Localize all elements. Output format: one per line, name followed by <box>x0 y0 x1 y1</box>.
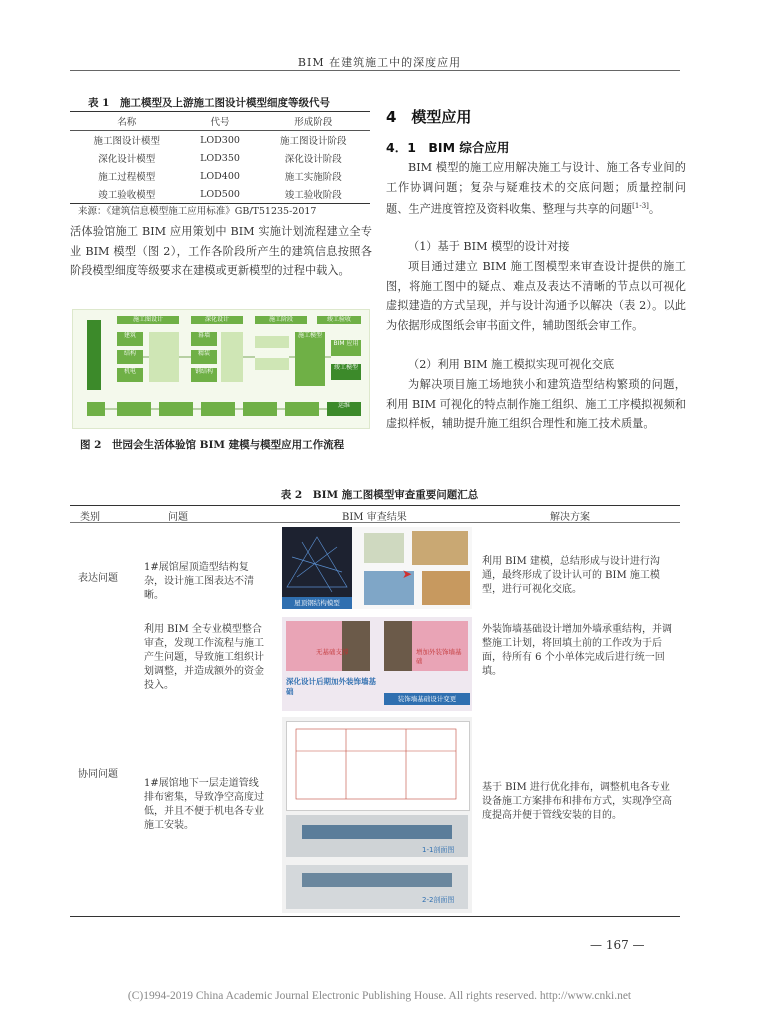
row3-label-section1: 1-1剖面图 <box>422 846 455 854</box>
row3-label-section2: 2-2剖面图 <box>422 896 455 904</box>
figure2-workflow-diagram <box>72 309 370 429</box>
flow-box: BIM 应用 <box>331 340 361 356</box>
flow-box: 精装 <box>191 350 217 364</box>
header-rule <box>70 70 680 71</box>
flow-box: 施工模型 <box>295 332 325 386</box>
item-2-heading: （2）利用 BIM 施工模拟实现可视化交底 <box>408 358 615 371</box>
table2-header-category: 类别 <box>80 512 100 523</box>
flow-box: 运维 <box>327 402 361 416</box>
table1-header-stage: 形成阶段 <box>294 117 333 128</box>
item-1-heading: （1）基于 BIM 模型的设计对接 <box>408 240 570 253</box>
table2-header-problem: 问题 <box>168 512 188 523</box>
table-row: 竣工验收模型 LOD500 竣工验收阶段 <box>98 188 342 201</box>
table2-caption: 表 2 BIM 施工图模型审查重要问题汇总 <box>280 489 479 501</box>
flow-box: 幕墙 <box>191 332 217 346</box>
row2-label-change: 装饰墙基础设计变更 <box>384 693 470 705</box>
flow-box: 建筑 <box>117 332 143 346</box>
table1-header-name: 名称 <box>117 117 137 128</box>
paragraph-item-2: 为解决项目施工场地狭小和建筑造型结构繁琐的问题，利用 BIM 可视化的特点制作施工组织、施工工序模拟视频和虚拟样板，辅助提升施工组织合理性和施工技术质量。 <box>386 378 686 430</box>
table1-caption: 表 1 施工模型及上游施工图设计模型细度等级代号 <box>88 97 330 109</box>
table-row: 深化设计模型 LOD350 深化设计阶段 <box>98 152 342 165</box>
table2-category-expression: 表达问题 <box>78 573 118 584</box>
row1-image-label: 屋顶钢结构模型 <box>282 597 352 609</box>
table1 <box>70 111 370 204</box>
row2-label-add-base: 增加外装饰墙基础 <box>416 648 462 665</box>
paragraph-item-1: 项目通过建立 BIM 施工图模型来审查设计提供的施工图，将施工图中的疑点、难点及表达不清晰的节点以可视化虚拟建造的方式呈现，并与设计沟通予以解决（表 2）。以此为依据形成图纸会审书面文件，辅助图纸会审工作。 <box>386 260 686 332</box>
row2-label-deepened: 深化设计后期加外装饰墙基础 <box>286 677 376 696</box>
left-paragraph: 活体验馆施工 BIM 应用策划中 BIM 实施计划流程建立全专业 BIM 模型（图 2），工作各阶段所产生的建筑信息按照各阶段模型细度等级要求在建模或更新模型的过程中载入。 <box>70 225 372 277</box>
figure2-caption: 图 2 世园会生活体验馆 BIM 建模与模型应用工作流程 <box>80 439 345 451</box>
page-number: — 167 — <box>590 938 645 952</box>
table1-header-code: 代号 <box>210 117 230 128</box>
paragraph-4-1: BIM 模型的施工应用解决施工与设计、施工各专业间的工作协调问题；复杂与疑难技术的交底问题；质量控制问题、生产进度管控及资料收集、整理与共享的问题[1-3]。 <box>386 161 686 216</box>
flow-stage-label: 施工阶段 <box>255 316 307 324</box>
table-row: 施工过程模型 LOD400 施工实施阶段 <box>98 170 342 183</box>
section-title: 4 模型应用 <box>386 108 472 126</box>
table2-row2-solution: 外装饰墙基础设计增加外墙承重结构，并调整施工计划，将回填土前的工作改为于后面，待所有 6 个小单体完成后进行统一回填。 <box>482 624 672 677</box>
flow-box: 机电 <box>117 368 143 382</box>
table2-header-solution: 解决方案 <box>550 512 590 523</box>
table1-source: 来源：《建筑信息模型施工应用标准》GB/T51235-2017 <box>78 206 317 217</box>
table2-row1-solution: 利用 BIM 建模，总结形成与设计进行沟通，最终形成了设计认可的 BIM 施工模型，进行可视化交底。 <box>482 556 660 595</box>
table2-row3-image <box>282 717 472 913</box>
running-header: BIM 在建筑施工中的深度应用 <box>297 56 462 69</box>
table-row: 施工图设计模型 LOD300 施工图设计阶段 <box>93 134 347 147</box>
subsection-title: 4．1 BIM 综合应用 <box>386 140 510 155</box>
row2-label-no-support: 无基础支撑 <box>316 648 349 656</box>
flow-box: 钢结构 <box>191 368 217 382</box>
table2-header-result: BIM 审查结果 <box>342 512 407 523</box>
table2 <box>70 505 680 917</box>
table2-row3-solution: 基于 BIM 进行优化排布，调整机电各专业设备施工方案排布和排布方式，实现净空高度提高并便于管线安装的目的。 <box>482 782 672 821</box>
table2-row2-image <box>282 617 472 711</box>
flow-stage-label: 竣工验收 <box>317 316 361 324</box>
flow-arrows <box>73 310 369 428</box>
table2-category-coordination: 协同问题 <box>78 769 118 780</box>
flow-stage-label: 施工图设计 <box>117 316 179 324</box>
table2-row1-problem: 1#展馆屋顶造型结构复杂，设计施工图表达不清晰。 <box>144 562 254 601</box>
flow-box: 竣工模型 <box>331 364 361 380</box>
flow-box: 结构 <box>117 350 143 364</box>
footer-copyright: (C)1994-2019 China Academic Journal Electronic Publishing House. All rights reserved. http://www.cnki.net <box>127 990 632 1002</box>
table2-row3-problem: 1#展馆地下一层走道管线排布密集，导致净空高度过低，并且不便于机电各专业施工安装。 <box>144 778 264 831</box>
table2-row2-problem: 利用 BIM 全专业模型整合审查，发现工作流程与施工产生问题，导致施工组织计划调整，并造成额外的资金投入。 <box>144 624 264 691</box>
flow-stage-label: 深化设计 <box>191 316 243 324</box>
table2-row1-image: 屋顶钢结构模型 ➤ <box>282 527 472 609</box>
